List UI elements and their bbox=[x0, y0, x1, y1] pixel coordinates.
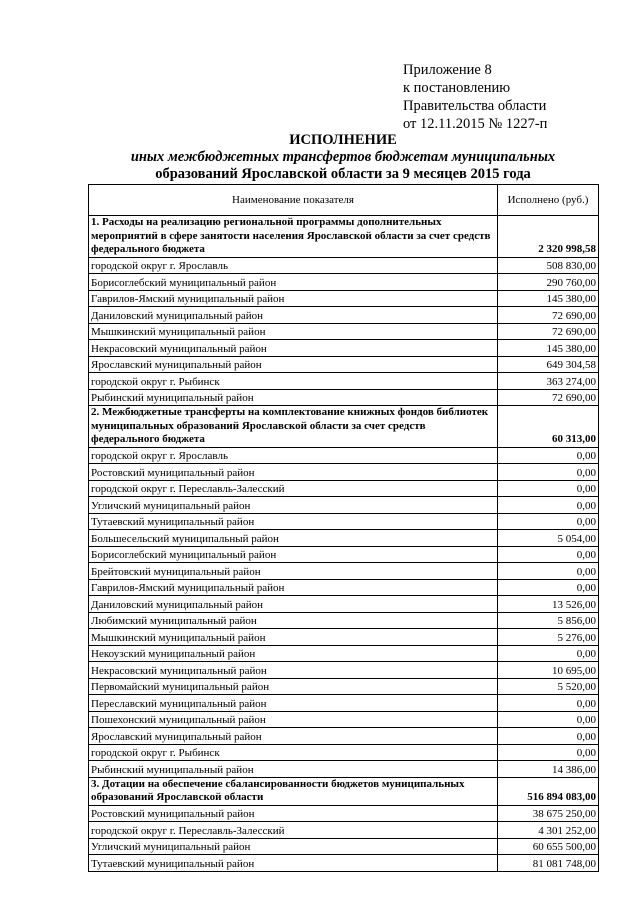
row-name: городской округ г. Ярославль bbox=[89, 257, 498, 274]
row-value: 0,00 bbox=[498, 497, 599, 514]
appendix-line: от 12.11.2015 № 1227-п bbox=[403, 116, 548, 132]
table-row bbox=[89, 728, 599, 745]
row-name: Тутаевский муниципальный район bbox=[89, 513, 498, 530]
row-value: 0,00 bbox=[498, 447, 599, 464]
row-value: 145 380,00 bbox=[498, 290, 599, 307]
table-row bbox=[89, 497, 599, 514]
row-name: Угличский муниципальный район bbox=[89, 838, 498, 855]
table-row bbox=[89, 513, 599, 530]
row-name: Мышкинский муниципальный район bbox=[89, 323, 498, 340]
table-row bbox=[89, 662, 599, 679]
row-name: Переславский муниципальный район bbox=[89, 695, 498, 712]
row-name: городской округ г. Рыбинск bbox=[89, 373, 498, 390]
row-name: Первомайский муниципальный район bbox=[89, 678, 498, 695]
section-row bbox=[89, 216, 599, 258]
row-value: 5 520,00 bbox=[498, 678, 599, 695]
section-title: 2. Межбюджетные трансферты на комплектование книжных фондов библиотек муниципальных образований Ярославской области за счет средств федерального бюджета bbox=[89, 406, 498, 448]
table-row bbox=[89, 323, 599, 340]
row-value: 5 276,00 bbox=[498, 629, 599, 646]
table-row bbox=[89, 629, 599, 646]
row-name: Некрасовский муниципальный район bbox=[89, 340, 498, 357]
row-name: Некрасовский муниципальный район bbox=[89, 662, 498, 679]
row-name: городской округ г. Рыбинск bbox=[89, 744, 498, 761]
row-value: 14 386,00 bbox=[498, 761, 599, 778]
row-name: Мышкинский муниципальный район bbox=[89, 629, 498, 646]
table-row bbox=[89, 822, 599, 839]
row-name: Большесельский муниципальный район bbox=[89, 530, 498, 547]
table-row bbox=[89, 530, 599, 547]
row-value: 0,00 bbox=[498, 695, 599, 712]
row-name: городской округ г. Ярославль bbox=[89, 447, 498, 464]
table-row bbox=[89, 257, 599, 274]
table-header-row bbox=[89, 185, 599, 216]
row-value: 72 690,00 bbox=[498, 323, 599, 340]
section-total: 60 313,00 bbox=[498, 406, 599, 448]
row-name: Тутаевский муниципальный район bbox=[89, 855, 498, 872]
table-row bbox=[89, 645, 599, 662]
section-title: 1. Расходы на реализацию региональной программы дополнительных мероприятий в сфере занятости населения Ярославской области за счет средств федерального бюджета bbox=[89, 216, 498, 258]
row-value: 363 274,00 bbox=[498, 373, 599, 390]
row-name: Гаврилов-Ямский муниципальный район bbox=[89, 579, 498, 596]
row-name: Некоузский муниципальный район bbox=[89, 645, 498, 662]
table-row bbox=[89, 290, 599, 307]
table-row bbox=[89, 356, 599, 373]
table-row bbox=[89, 612, 599, 629]
row-name: Ростовский муниципальный район bbox=[89, 464, 498, 481]
row-value: 0,00 bbox=[498, 546, 599, 563]
row-name: Борисоглебский муниципальный район bbox=[89, 546, 498, 563]
row-name: Рыбинский муниципальный район bbox=[89, 761, 498, 778]
row-value: 0,00 bbox=[498, 480, 599, 497]
table-row bbox=[89, 546, 599, 563]
row-value: 0,00 bbox=[498, 645, 599, 662]
row-value: 0,00 bbox=[498, 513, 599, 530]
row-value: 0,00 bbox=[498, 744, 599, 761]
section-row bbox=[89, 406, 599, 448]
row-name: Гаврилов-Ямский муниципальный район bbox=[89, 290, 498, 307]
section-row bbox=[89, 777, 599, 805]
row-name: городской округ г. Переславль-Залесский bbox=[89, 822, 498, 839]
row-value: 60 655 500,00 bbox=[498, 838, 599, 855]
row-value: 4 301 252,00 bbox=[498, 822, 599, 839]
row-value: 5 054,00 bbox=[498, 530, 599, 547]
table-row bbox=[89, 838, 599, 855]
table-row bbox=[89, 563, 599, 580]
row-value: 13 526,00 bbox=[498, 596, 599, 613]
row-value: 290 760,00 bbox=[498, 274, 599, 291]
row-value: 649 304,58 bbox=[498, 356, 599, 373]
row-value: 0,00 bbox=[498, 563, 599, 580]
header-value: Исполнено (руб.) bbox=[498, 185, 599, 216]
table-row bbox=[89, 464, 599, 481]
table-row bbox=[89, 711, 599, 728]
table-row bbox=[89, 678, 599, 695]
table-row bbox=[89, 389, 599, 406]
row-name: Любимский муниципальный район bbox=[89, 612, 498, 629]
table-row bbox=[89, 805, 599, 822]
report-table bbox=[88, 184, 599, 872]
table-row bbox=[89, 274, 599, 291]
row-value: 38 675 250,00 bbox=[498, 805, 599, 822]
appendix-line: к постановлению bbox=[403, 80, 511, 96]
title-line-2: иных межбюджетных трансфертов бюджетам муниципальных bbox=[130, 149, 556, 165]
section-title: 3. Дотации на обеспечение сбалансированности бюджетов муниципальных образований Ярославской области bbox=[89, 777, 498, 805]
table-row bbox=[89, 695, 599, 712]
table-row bbox=[89, 579, 599, 596]
appendix-block bbox=[403, 61, 633, 133]
row-value: 0,00 bbox=[498, 464, 599, 481]
table-row bbox=[89, 373, 599, 390]
row-value: 508 830,00 bbox=[498, 257, 599, 274]
table-row bbox=[89, 307, 599, 324]
title-line-3: образований Ярославской области за 9 месяцев 2015 года bbox=[155, 166, 531, 182]
row-value: 145 380,00 bbox=[498, 340, 599, 357]
table-row bbox=[89, 744, 599, 761]
row-value: 0,00 bbox=[498, 579, 599, 596]
section-total: 516 894 083,00 bbox=[498, 777, 599, 805]
table-row bbox=[89, 480, 599, 497]
row-name: Даниловский муниципальный район bbox=[89, 596, 498, 613]
row-value: 0,00 bbox=[498, 711, 599, 728]
table-row bbox=[89, 596, 599, 613]
appendix-line: Правительства области bbox=[403, 98, 547, 114]
table-row bbox=[89, 855, 599, 872]
row-value: 72 690,00 bbox=[498, 307, 599, 324]
row-value: 10 695,00 bbox=[498, 662, 599, 679]
row-name: Ярославский муниципальный район bbox=[89, 356, 498, 373]
table-row bbox=[89, 340, 599, 357]
row-value: 0,00 bbox=[498, 728, 599, 745]
row-name: Ярославский муниципальный район bbox=[89, 728, 498, 745]
table-row bbox=[89, 447, 599, 464]
section-total: 2 320 998,58 bbox=[498, 216, 599, 258]
row-name: Угличский муниципальный район bbox=[89, 497, 498, 514]
header-name: Наименование показателя bbox=[89, 185, 498, 216]
row-name: Борисоглебский муниципальный район bbox=[89, 274, 498, 291]
row-name: Пошехонский муниципальный район bbox=[89, 711, 498, 728]
document-title bbox=[88, 132, 598, 183]
row-name: Даниловский муниципальный район bbox=[89, 307, 498, 324]
table-row bbox=[89, 761, 599, 778]
row-value: 5 856,00 bbox=[498, 612, 599, 629]
row-name: Рыбинский муниципальный район bbox=[89, 389, 498, 406]
title-line-1: ИСПОЛНЕНИЕ bbox=[289, 132, 397, 148]
row-name: Брейтовский муниципальный район bbox=[89, 563, 498, 580]
row-name: Ростовский муниципальный район bbox=[89, 805, 498, 822]
row-value: 81 081 748,00 bbox=[498, 855, 599, 872]
table-body bbox=[89, 216, 599, 872]
row-value: 72 690,00 bbox=[498, 389, 599, 406]
row-name: городской округ г. Переславль-Залесский bbox=[89, 480, 498, 497]
appendix-line: Приложение 8 bbox=[403, 62, 492, 78]
